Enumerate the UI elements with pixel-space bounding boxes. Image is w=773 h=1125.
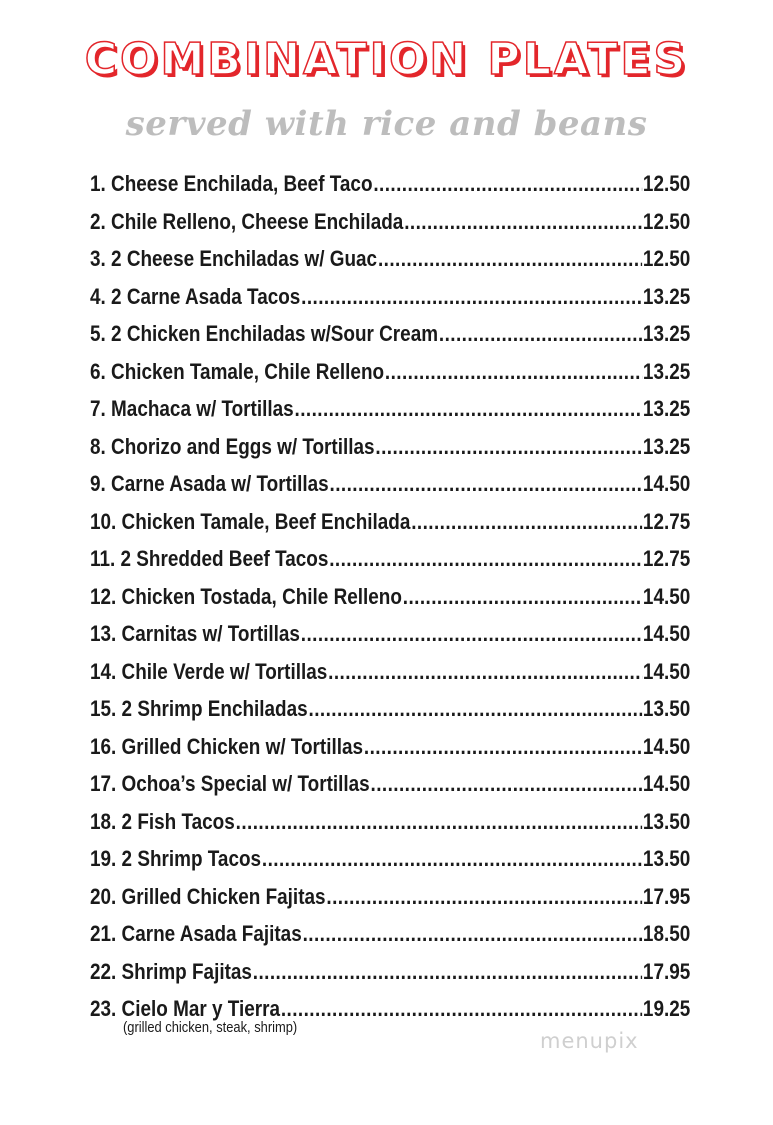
menu-item-name: 3. 2 Cheese Enchiladas w/ Guac [90,246,378,271]
dot-leader [326,878,642,916]
menu-item-price: 17.95 [642,958,691,984]
menu-item [90,503,690,541]
menu-item-price: 13.25 [642,321,691,346]
dot-leader [378,240,642,278]
menu-item-name: 14. Chile Verde w/ Tortillas [90,658,328,684]
menu-item-name: 21. Carne Asada Fajitas [90,921,302,946]
menu-item [90,840,690,878]
dot-leader [236,803,642,841]
menu-item-name: 7. Machaca w/ Tortillas [90,396,294,421]
menu-item-name: 13. Carnitas w/ Tortillas [90,621,300,646]
menu-item [90,240,690,278]
menu-item [90,765,690,803]
menu-item-price: 13.50 [642,696,691,721]
dot-leader [281,990,642,1028]
menu-item-name: 10. Chicken Tamale, Beef Enchilada [90,508,411,534]
menu-item-price: 12.50 [642,246,691,271]
menu-item-price: 14.50 [642,733,691,759]
menu-item-name: 11. 2 Shredded Beef Tacos [90,546,329,571]
menu-item-price: 14.50 [642,583,691,609]
dot-leader [385,353,642,391]
menu-item [90,203,690,241]
menu-item [90,540,690,578]
menu-item-name: 15. 2 Shrimp Enchiladas [90,696,308,721]
menu-item-price: 14.50 [642,771,691,796]
dot-leader [364,728,642,766]
menu-item [90,315,690,353]
menu-item [90,953,690,991]
menu-item-name: 19. 2 Shrimp Tacos [90,846,262,871]
menu-item [90,428,690,466]
menu-subtitle: served with rice and beans [125,104,648,144]
menu-item-name: 1. Cheese Enchilada, Beef Taco [90,171,373,196]
dot-leader [411,503,642,541]
menu-item [90,728,690,766]
menu-item-price: 13.25 [642,283,691,309]
menu-item-name: 22. Shrimp Fajitas [90,958,252,984]
menu-item [90,615,690,653]
menu-item [90,278,690,316]
menu-item-price: 18.50 [642,921,691,946]
menu-item-price: 12.75 [642,546,691,571]
menu-item-name: 18. 2 Fish Tacos [90,808,235,834]
menu-item-price: 17.95 [642,883,691,909]
menu-item-list [90,165,690,1028]
dot-leader [301,278,642,316]
menu-item [90,915,690,953]
menu-item-price: 13.25 [642,396,691,421]
dot-leader [301,615,642,653]
menu-item-name: 23. Cielo Mar y Tierra [90,996,281,1021]
dot-leader [404,203,642,241]
menu-item-price: 19.25 [642,996,691,1021]
dot-leader [403,578,642,616]
menu-item [90,165,690,203]
menu-item-name: 4. 2 Carne Asada Tacos [90,283,301,309]
dot-leader [295,390,643,428]
menu-item-name: 2. Chile Relleno, Cheese Enchilada [90,208,404,234]
dot-leader [329,540,642,578]
watermark-logo: menupix [540,1029,639,1053]
menu-item-price: 12.75 [642,508,691,534]
menu-item [90,353,690,391]
menu-item [90,690,690,728]
menu-item-price: 13.50 [642,846,691,871]
dot-leader [439,315,642,353]
menu-item-price: 14.50 [642,658,691,684]
menu-item [90,390,690,428]
menu-item-name: 8. Chorizo and Eggs w/ Tortillas [90,433,375,459]
menu-item-price: 14.50 [642,471,691,496]
menu-item-name: 5. 2 Chicken Enchiladas w/Sour Cream [90,321,439,346]
menu-item [90,803,690,841]
menu-item-price: 12.50 [642,208,691,234]
menu-item-name: 16. Grilled Chicken w/ Tortillas [90,733,364,759]
dot-leader [262,840,642,878]
menu-item-name: 6. Chicken Tamale, Chile Relleno [90,358,385,384]
dot-leader [373,165,642,203]
menu-item-price: 13.25 [642,358,691,384]
menu-item-price: 13.25 [642,433,691,459]
dot-leader [303,915,642,953]
dot-leader [330,465,643,503]
menu-item [90,653,690,691]
menu-item-name: 12. Chicken Tostada, Chile Relleno [90,583,402,609]
menu-item [90,465,690,503]
dot-leader [375,428,642,466]
menu-item-price: 12.50 [642,171,691,196]
dot-leader [253,953,642,991]
menu-item-price: 14.50 [642,621,691,646]
menu-item-price: 13.50 [642,808,691,834]
menu-item-name: 9. Carne Asada w/ Tortillas [90,471,329,496]
dot-leader [309,690,643,728]
menu-item-name: 17. Ochoa’s Special w/ Tortillas [90,771,370,796]
menu-item-name: 20. Grilled Chicken Fajitas [90,883,326,909]
menu-item [90,878,690,916]
dot-leader [371,765,643,803]
menu-item [90,578,690,616]
dot-leader [328,653,642,691]
menu-title: COMBINATION PLATES [84,34,689,85]
item-23-note: (grilled chicken, steak, shrimp) [123,1019,298,1036]
